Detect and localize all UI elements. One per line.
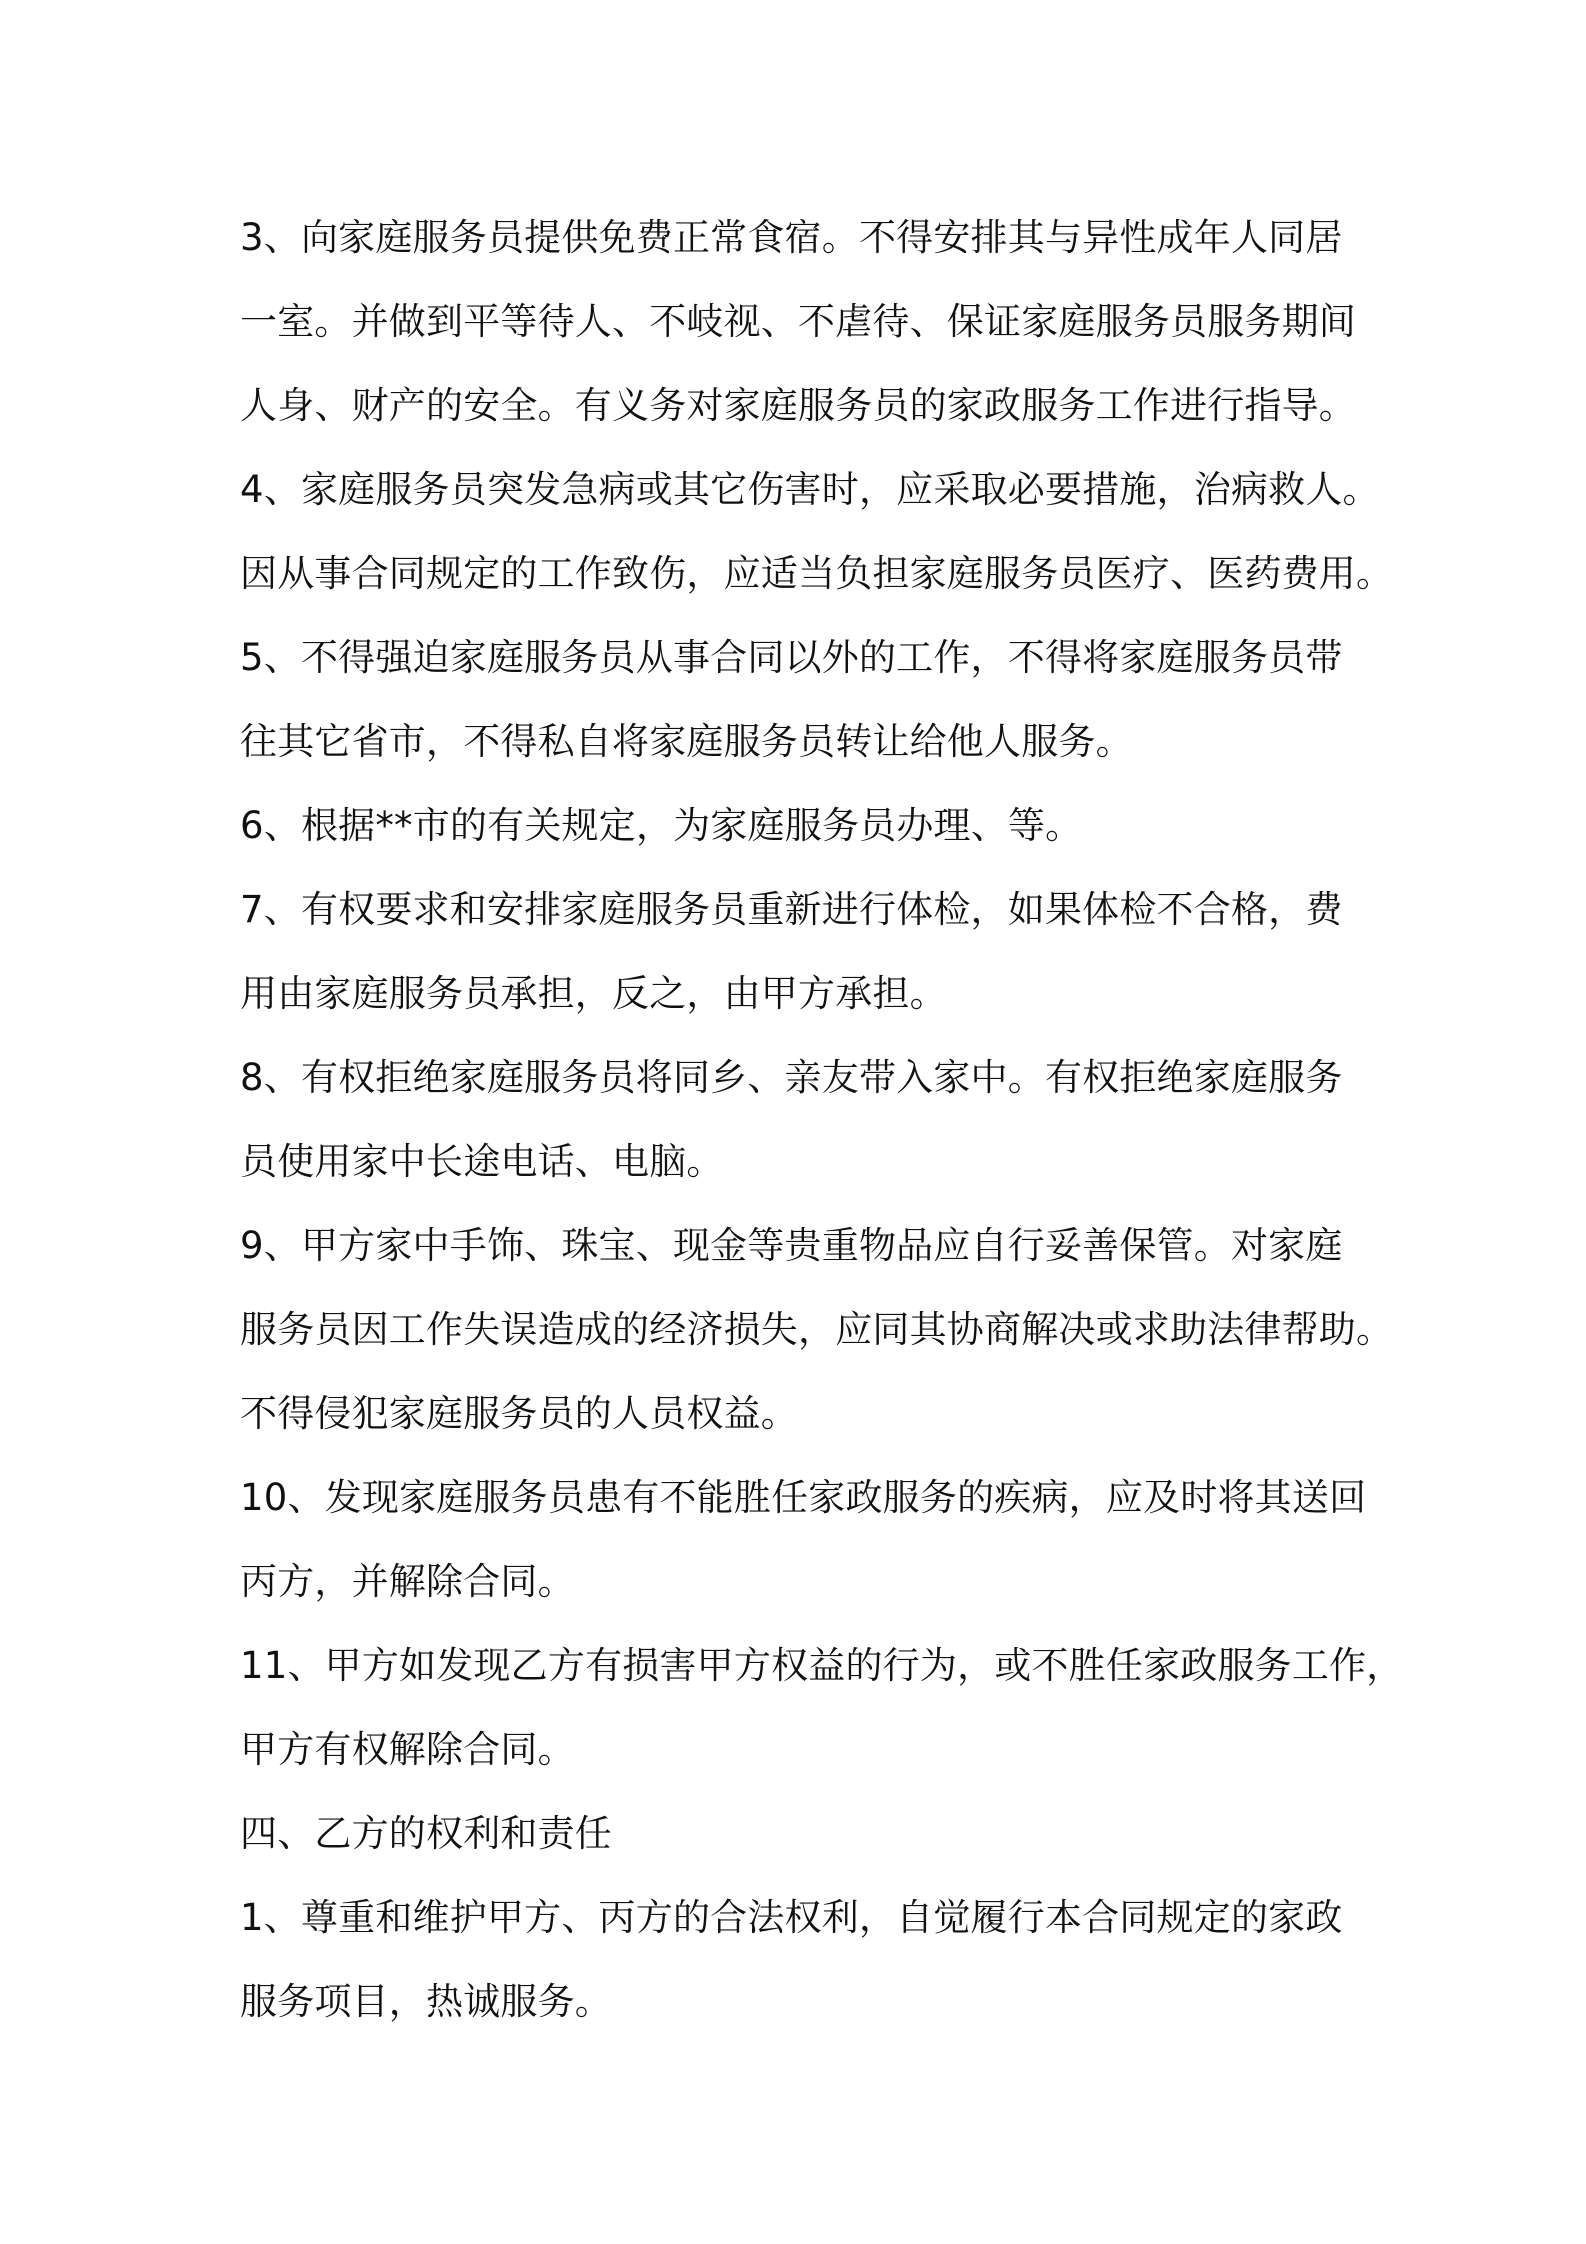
text-line: 员使用家中长途电话、电脑。 — [240, 1140, 724, 1183]
text-line: 一室。并做到平等待人、不岐视、不虐待、保证家庭服务员服务期间 — [240, 300, 1356, 343]
text-line: 11、甲方如发现乙方有损害甲方权益的行为，或不胜任家政服务工作， — [240, 1644, 1404, 1687]
text-line: 服务项目，热诚服务。 — [240, 1980, 612, 2023]
text-line: 服务员因工作失误造成的经济损失，应同其协商解决或求助法律帮助。 — [240, 1308, 1394, 1351]
text-line: 9、甲方家中手饰、珠宝、现金等贵重物品应自行妥善保管。对家庭 — [240, 1224, 1343, 1267]
text-line: 1、尊重和维护甲方、丙方的合法权利，自觉履行本合同规定的家政 — [240, 1896, 1343, 1939]
text-line: 不得侵犯家庭服务员的人员权益。 — [240, 1392, 798, 1435]
text-line: 6、根据**市的有关规定，为家庭服务员办理、等。 — [240, 804, 1083, 847]
text-line: 因从事合同规定的工作致伤，应适当负担家庭服务员医疗、医药费用。 — [240, 552, 1394, 595]
text-line: 3、向家庭服务员提供免费正常食宿。不得安排其与异性成年人同居 — [240, 216, 1343, 259]
text-line: 7、有权要求和安排家庭服务员重新进行体检，如果体检不合格，费 — [240, 888, 1343, 931]
text-line: 4、家庭服务员突发急病或其它伤害时，应采取必要措施，治病救人。 — [240, 468, 1380, 511]
text-line: 5、不得强迫家庭服务员从事合同以外的工作，不得将家庭服务员带 — [240, 636, 1343, 679]
section-heading: 四、乙方的权利和责任 — [240, 1812, 612, 1855]
document-body — [240, 196, 1404, 2044]
text-line: 甲方有权解除合同。 — [240, 1728, 575, 1771]
text-line: 用由家庭服务员承担，反之，由甲方承担。 — [240, 972, 947, 1015]
text-line: 10、发现家庭服务员患有不能胜任家政服务的疾病，应及时将其送回 — [240, 1476, 1367, 1519]
text-line: 丙方，并解除合同。 — [240, 1560, 575, 1603]
text-line: 往其它省市，不得私自将家庭服务员转让给他人服务。 — [240, 720, 1133, 763]
text-line: 8、有权拒绝家庭服务员将同乡、亲友带入家中。有权拒绝家庭服务 — [240, 1056, 1343, 1099]
text-line: 人身、财产的安全。有义务对家庭服务员的家政服务工作进行指导。 — [240, 384, 1356, 427]
